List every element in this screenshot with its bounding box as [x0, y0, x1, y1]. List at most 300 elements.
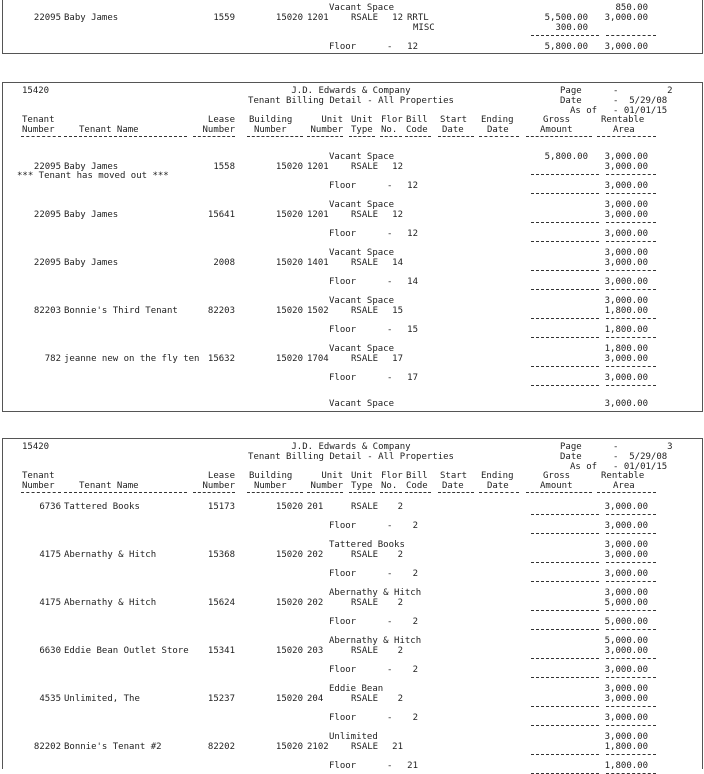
- tenant-number: 82202: [33, 742, 61, 752]
- lease-number: 15368: [207, 550, 235, 560]
- building-number: 15020: [275, 13, 303, 23]
- report-page-1-tail: [2, 0, 703, 54]
- col-floor: No.: [381, 125, 398, 135]
- area-value: 3,000.00: [604, 354, 648, 364]
- floor-gross: 5,800.00: [544, 42, 588, 52]
- floor-area: 5,000.00: [604, 617, 648, 627]
- dashed-rule: [606, 35, 656, 36]
- col-bill: Code: [406, 481, 428, 491]
- floor-number: 21: [407, 761, 418, 771]
- tenant-name: Unlimited, The: [64, 694, 140, 704]
- floor-dash: -: [387, 181, 393, 191]
- unit-type: RSALE: [351, 742, 379, 752]
- unit-type: RSALE: [351, 13, 379, 23]
- tenant-number: 22095: [33, 258, 61, 268]
- col-tenant: Number: [22, 125, 55, 135]
- unit-number: 202: [307, 598, 324, 608]
- dashed-rule: [531, 581, 599, 582]
- unit-number: 1201: [307, 210, 329, 220]
- unit-number: 1502: [307, 306, 329, 316]
- gross-amount: 5,500.00: [544, 13, 588, 23]
- floor-label: Floor: [329, 277, 357, 287]
- col-building: Building: [249, 471, 293, 481]
- area-value: 3,000.00: [604, 210, 648, 220]
- unit-type: RSALE: [351, 502, 379, 512]
- floor-number: 2: [412, 713, 418, 723]
- tenant-name: Abernathy & Hitch: [64, 598, 157, 608]
- unit-type: RSALE: [351, 646, 379, 656]
- tenant-number: 22095: [33, 162, 61, 172]
- asof-date: - 01/01/15: [613, 462, 668, 472]
- dashed-rule: [531, 658, 599, 659]
- header-rule: [349, 136, 375, 137]
- prior-occupant-label: Vacant Space: [329, 200, 395, 210]
- col-gross: Amount: [540, 481, 573, 491]
- floor-dash: -: [387, 373, 393, 383]
- report-code: 15420: [22, 86, 50, 96]
- unit-number: 1704: [307, 354, 329, 364]
- header-rule: [21, 136, 61, 137]
- floor-number: 21: [392, 742, 403, 752]
- tenant-name: Bonnie's Tenant #2: [64, 742, 162, 752]
- dashed-rule: [531, 35, 599, 36]
- company-name: J.D. Edwards & Company: [291, 442, 411, 452]
- area-value: 3,000.00: [604, 646, 648, 656]
- header-rule: [307, 136, 343, 137]
- date-label: Date: [560, 452, 582, 462]
- lease-number: 15624: [207, 598, 235, 608]
- lease-number: 15641: [207, 210, 235, 220]
- unit-number: 1401: [307, 258, 329, 268]
- tenant-name: Abernathy & Hitch: [64, 550, 157, 560]
- floor-dash: -: [387, 42, 393, 52]
- floor-area: 1,800.00: [604, 325, 648, 335]
- vacant-space-label: Vacant Space: [329, 3, 395, 13]
- col-area: Area: [613, 125, 635, 135]
- header-rule: [380, 136, 402, 137]
- area-value: 5,000.00: [604, 636, 648, 646]
- floor-number: 12: [392, 162, 403, 172]
- lease-number: 15173: [207, 502, 235, 512]
- tenant-number: 22095: [33, 210, 61, 220]
- floor-number: 12: [407, 181, 418, 191]
- report-code: 15420: [22, 442, 50, 452]
- header-rule: [247, 136, 303, 137]
- dashed-rule: [531, 337, 599, 338]
- floor-label: Floor: [329, 569, 357, 579]
- header-rule: [526, 136, 592, 137]
- floor-dash: -: [387, 761, 393, 771]
- col-area: Rentable: [601, 471, 645, 481]
- prior-occupant-label: Vacant Space: [329, 296, 395, 306]
- building-number: 15020: [275, 306, 303, 316]
- floor-dash: -: [387, 665, 393, 675]
- building-number: 15020: [275, 694, 303, 704]
- area-value: 3,000.00: [604, 248, 648, 258]
- dashed-rule: [531, 318, 599, 319]
- dashed-rule: [606, 629, 656, 630]
- report-title: Tenant Billing Detail - All Properties: [248, 96, 454, 106]
- dashed-rule: [606, 677, 656, 678]
- col-name: Tenant Name: [79, 481, 139, 491]
- dashed-rule: [606, 270, 656, 271]
- vacant-space-label: Vacant Space: [329, 399, 395, 409]
- prior-occupant-label: Eddie Bean: [329, 684, 384, 694]
- tenant-number: 6630: [39, 646, 61, 656]
- dashed-rule: [606, 514, 656, 515]
- area-value: 3,000.00: [604, 152, 648, 162]
- floor-number: 2: [397, 502, 403, 512]
- header-rule: [307, 492, 343, 493]
- col-unit: Unit: [321, 471, 343, 481]
- lease-number: 82202: [207, 742, 235, 752]
- prior-occupant-label: Vacant Space: [329, 344, 395, 354]
- report-page-3: [2, 438, 703, 769]
- prior-occupant-label: Abernathy & Hitch: [329, 588, 422, 598]
- header-rule: [597, 136, 656, 137]
- dashed-rule: [606, 706, 656, 707]
- dashed-rule: [606, 318, 656, 319]
- col-gross: Amount: [540, 125, 573, 135]
- dashed-rule: [606, 562, 656, 563]
- tenant-number: 82203: [33, 306, 61, 316]
- col-ending: Ending: [481, 115, 514, 125]
- building-number: 15020: [275, 258, 303, 268]
- dashed-rule: [606, 754, 656, 755]
- lease-number: 1559: [213, 13, 235, 23]
- tenant-name: Tattered Books: [64, 502, 140, 512]
- area-value: 3,000.00: [604, 694, 648, 704]
- col-unit: Number: [310, 481, 343, 491]
- dashed-rule: [531, 629, 599, 630]
- tenant-name: Bonnie's Third Tenant: [64, 306, 178, 316]
- dashed-rule: [531, 725, 599, 726]
- unit-number: 1201: [307, 162, 329, 172]
- company-name: J.D. Edwards & Company: [291, 86, 411, 96]
- floor-number: 2: [397, 694, 403, 704]
- floor-number: 2: [397, 646, 403, 656]
- tenant-number: 6736: [39, 502, 61, 512]
- area-value: 3,000.00: [604, 13, 648, 23]
- dashed-rule: [531, 610, 599, 611]
- header-rule: [526, 492, 592, 493]
- lease-number: 82203: [207, 306, 235, 316]
- unit-type: RSALE: [351, 354, 379, 364]
- col-lease: Number: [202, 125, 235, 135]
- dashed-rule: [531, 514, 599, 515]
- building-number: 15020: [275, 354, 303, 364]
- col-bill: Bill: [406, 471, 428, 481]
- page-number: - 3: [613, 442, 673, 452]
- col-gross: Gross: [543, 115, 571, 125]
- area-value: 1,800.00: [604, 742, 648, 752]
- prior-occupant-label: Vacant Space: [329, 248, 395, 258]
- col-tenant: Tenant: [22, 115, 55, 125]
- header-rule: [349, 492, 375, 493]
- dashed-rule: [531, 533, 599, 534]
- col-bill: Bill: [406, 115, 428, 125]
- report-date: - 5/29/08: [613, 452, 668, 462]
- col-floor: Flor: [381, 115, 403, 125]
- col-floor: Flor: [381, 471, 403, 481]
- col-start: Date: [442, 481, 464, 491]
- unit-type: RSALE: [351, 258, 379, 268]
- header-rule: [479, 492, 519, 493]
- tenant-number: 22095: [33, 13, 61, 23]
- header-rule: [438, 136, 474, 137]
- dashed-rule: [606, 337, 656, 338]
- building-number: 15020: [275, 598, 303, 608]
- col-bill: Code: [406, 125, 428, 135]
- col-area: Rentable: [601, 115, 645, 125]
- unit-number: 203: [307, 646, 324, 656]
- unit-number: 202: [307, 550, 324, 560]
- header-rule: [405, 492, 431, 493]
- lease-number: 15632: [207, 354, 235, 364]
- dashed-rule: [531, 366, 599, 367]
- col-building: Number: [254, 481, 287, 491]
- area-value: 3,000.00: [604, 550, 648, 560]
- floor-area: 3,000.00: [604, 521, 648, 531]
- floor-area: 1,800.00: [604, 761, 648, 771]
- building-number: 15020: [275, 210, 303, 220]
- dashed-rule: [531, 193, 599, 194]
- col-ending: Date: [487, 125, 509, 135]
- col-unit-type: Unit: [351, 471, 373, 481]
- floor-dash: -: [387, 713, 393, 723]
- asof-date: - 01/01/15: [613, 106, 668, 116]
- floor-area: 3,000.00: [604, 42, 648, 52]
- dashed-rule: [606, 193, 656, 194]
- tenant-name: Baby James: [64, 258, 119, 268]
- floor-label: Floor: [329, 181, 357, 191]
- floor-label: Floor: [329, 761, 357, 771]
- col-start: Date: [442, 125, 464, 135]
- lease-number: 1558: [213, 162, 235, 172]
- unit-type: RSALE: [351, 550, 379, 560]
- dashed-rule: [531, 270, 599, 271]
- area-value: 850.00: [615, 3, 648, 13]
- floor-number: 2: [412, 617, 418, 627]
- bill-code: MISC: [413, 23, 435, 33]
- page-label: Page: [560, 86, 582, 96]
- area-value: 3,000.00: [604, 258, 648, 268]
- col-area: Area: [613, 481, 635, 491]
- dashed-rule: [606, 610, 656, 611]
- tenant-name: Baby James: [64, 162, 119, 172]
- floor-number: 2: [397, 550, 403, 560]
- area-value: 3,000.00: [604, 162, 648, 172]
- prior-occupant-label: Unlimited: [329, 732, 378, 742]
- prior-occupant-label: Abernathy & Hitch: [329, 636, 422, 646]
- floor-area: 3,000.00: [604, 277, 648, 287]
- lease-number: 15341: [207, 646, 235, 656]
- dashed-rule: [531, 562, 599, 563]
- floor-area: 3,000.00: [604, 569, 648, 579]
- unit-type: RSALE: [351, 598, 379, 608]
- dashed-rule: [606, 581, 656, 582]
- floor-number: 15: [407, 325, 418, 335]
- dashed-rule: [531, 385, 599, 386]
- floor-dash: -: [387, 521, 393, 531]
- dashed-rule: [606, 222, 656, 223]
- dashed-rule: [531, 754, 599, 755]
- floor-number: 2: [412, 665, 418, 675]
- asof-label: As of: [570, 106, 598, 116]
- unit-number: 1201: [307, 13, 329, 23]
- building-number: 15020: [275, 550, 303, 560]
- building-number: 15020: [275, 742, 303, 752]
- floor-dash: -: [387, 569, 393, 579]
- gross-amount: 300.00: [555, 23, 588, 33]
- area-value: 3,000.00: [604, 399, 648, 409]
- floor-label: Floor: [329, 373, 357, 383]
- col-building: Building: [249, 115, 293, 125]
- area-value: 1,800.00: [604, 344, 648, 354]
- area-value: 5,000.00: [604, 598, 648, 608]
- col-name: Tenant Name: [79, 125, 139, 135]
- header-rule: [64, 136, 187, 137]
- header-rule: [380, 492, 402, 493]
- floor-dash: -: [387, 277, 393, 287]
- tenant-number: 4175: [39, 598, 61, 608]
- floor-label: Floor: [329, 713, 357, 723]
- col-unit-type: Type: [351, 125, 373, 135]
- floor-label: Floor: [329, 617, 357, 627]
- col-unit-type: Type: [351, 481, 373, 491]
- col-floor: No.: [381, 481, 398, 491]
- area-value: 3,000.00: [604, 732, 648, 742]
- dashed-rule: [531, 706, 599, 707]
- floor-number: 17: [392, 354, 403, 364]
- header-rule: [597, 492, 656, 493]
- col-tenant: Number: [22, 481, 55, 491]
- tenant-name: Baby James: [64, 13, 119, 23]
- floor-dash: -: [387, 325, 393, 335]
- date-label: Date: [560, 96, 582, 106]
- col-building: Number: [254, 125, 287, 135]
- header-rule: [21, 492, 61, 493]
- report-title: Tenant Billing Detail - All Properties: [248, 452, 454, 462]
- dashed-rule: [606, 366, 656, 367]
- unit-type: RSALE: [351, 210, 379, 220]
- floor-area: 3,000.00: [604, 713, 648, 723]
- col-lease: Lease: [207, 115, 235, 125]
- building-number: 15020: [275, 502, 303, 512]
- tenant-number: 782: [44, 354, 61, 364]
- unit-type: RSALE: [351, 306, 379, 316]
- floor-number: 17: [407, 373, 418, 383]
- header-rule: [438, 492, 474, 493]
- floor-number: 2: [412, 569, 418, 579]
- gross-amount: 5,800.00: [544, 152, 588, 162]
- floor-area: 3,000.00: [604, 373, 648, 383]
- floor-label: Floor: [329, 665, 357, 675]
- area-value: 3,000.00: [604, 200, 648, 210]
- col-ending: Date: [487, 481, 509, 491]
- floor-dash: -: [387, 229, 393, 239]
- dashed-rule: [606, 289, 656, 290]
- report-date: - 5/29/08: [613, 96, 668, 106]
- header-rule: [405, 136, 431, 137]
- floor-label: Floor: [329, 229, 357, 239]
- floor-label: Floor: [329, 521, 357, 531]
- bill-code: RRTL: [407, 13, 429, 23]
- area-value: 3,000.00: [604, 540, 648, 550]
- col-start: Start: [440, 471, 468, 481]
- tenant-name: Eddie Bean Outlet Store: [64, 646, 189, 656]
- dashed-rule: [606, 174, 656, 175]
- floor-number: 15: [392, 306, 403, 316]
- floor-number: 2: [397, 598, 403, 608]
- col-gross: Gross: [543, 471, 571, 481]
- unit-type: RSALE: [351, 694, 379, 704]
- header-rule: [64, 492, 187, 493]
- col-tenant: Tenant: [22, 471, 55, 481]
- dashed-rule: [531, 677, 599, 678]
- col-unit: Number: [310, 125, 343, 135]
- asof-label: As of: [570, 462, 598, 472]
- building-number: 15020: [275, 646, 303, 656]
- header-rule: [193, 136, 235, 137]
- unit-type: RSALE: [351, 162, 379, 172]
- floor-label: Floor: [329, 325, 357, 335]
- header-rule: [193, 492, 235, 493]
- floor-number: 2: [412, 521, 418, 531]
- dashed-rule: [531, 289, 599, 290]
- unit-number: 2102: [307, 742, 329, 752]
- unit-number: 201: [307, 502, 324, 512]
- floor-area: 3,000.00: [604, 665, 648, 675]
- area-value: 1,800.00: [604, 306, 648, 316]
- page-label: Page: [560, 442, 582, 452]
- lease-number: 2008: [213, 258, 235, 268]
- unit-number: 204: [307, 694, 324, 704]
- floor-number: 12: [392, 13, 403, 23]
- dashed-rule: [531, 241, 599, 242]
- floor-area: 3,000.00: [604, 181, 648, 191]
- col-unit: Unit: [321, 115, 343, 125]
- building-number: 15020: [275, 162, 303, 172]
- area-value: 3,000.00: [604, 588, 648, 598]
- col-ending: Ending: [481, 471, 514, 481]
- prior-occupant-label: Tattered Books: [329, 540, 405, 550]
- dashed-rule: [606, 241, 656, 242]
- floor-label: Floor: [329, 42, 357, 52]
- tenant-number: 4535: [39, 694, 61, 704]
- header-rule: [479, 136, 519, 137]
- col-lease: Number: [202, 481, 235, 491]
- tenant-name: jeanne new on the fly ten: [64, 354, 200, 364]
- dashed-rule: [531, 174, 599, 175]
- col-unit-type: Unit: [351, 115, 373, 125]
- moved-out-note: *** Tenant has moved out ***: [17, 171, 169, 181]
- col-lease: Lease: [207, 471, 235, 481]
- area-value: 3,000.00: [604, 684, 648, 694]
- area-value: 3,000.00: [604, 296, 648, 306]
- col-start: Start: [440, 115, 468, 125]
- floor-number: 12: [392, 210, 403, 220]
- tenant-name: Baby James: [64, 210, 119, 220]
- dashed-rule: [606, 725, 656, 726]
- dashed-rule: [606, 658, 656, 659]
- floor-number: 12: [407, 229, 418, 239]
- floor-area: 3,000.00: [604, 229, 648, 239]
- floor-dash: -: [387, 617, 393, 627]
- header-rule: [247, 492, 303, 493]
- page-number: - 2: [613, 86, 673, 96]
- tenant-number: 4175: [39, 550, 61, 560]
